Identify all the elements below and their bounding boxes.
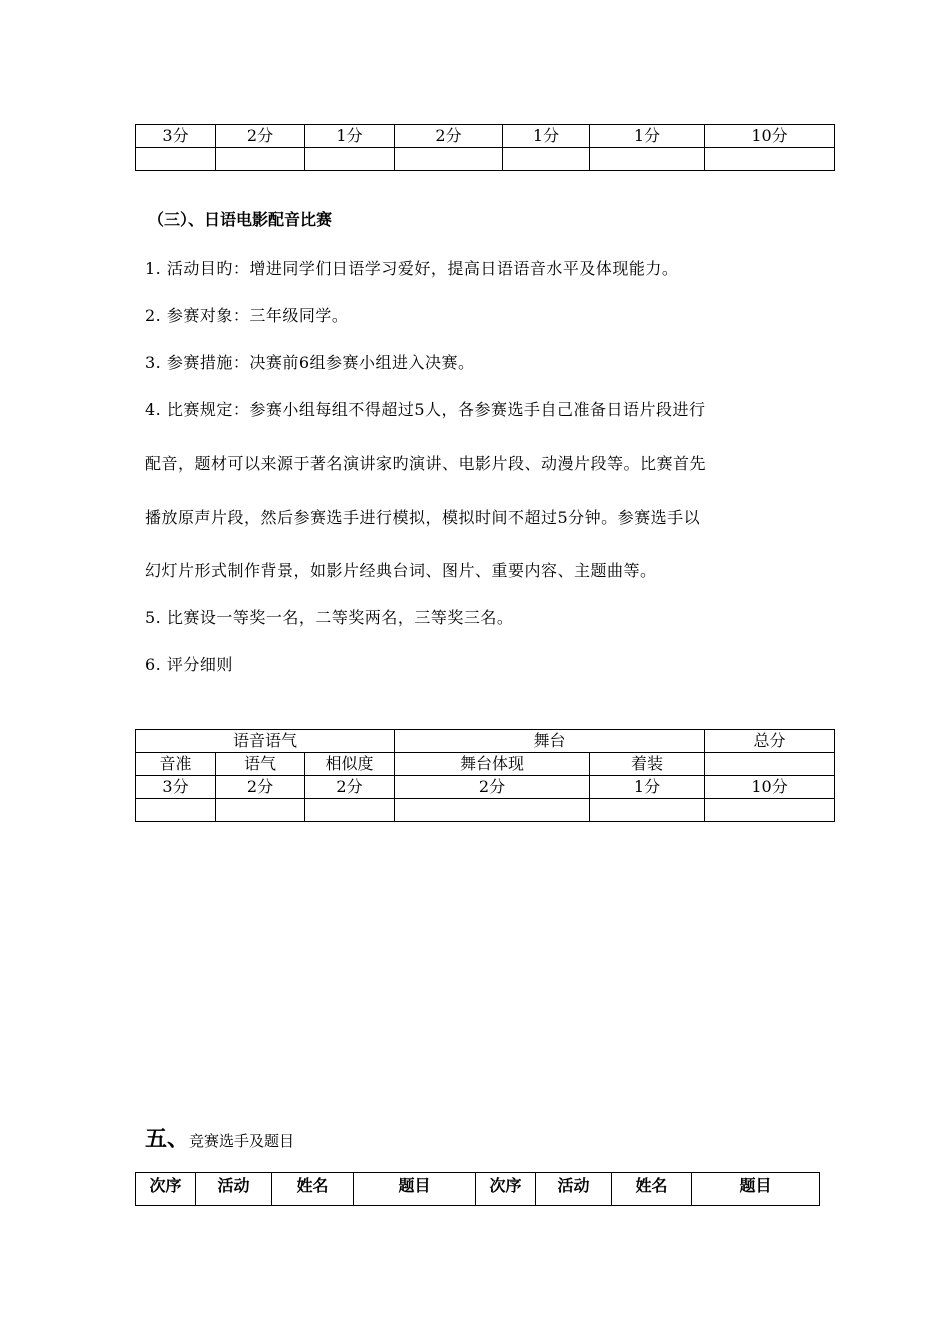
column-header-order: 次序 [476,1173,536,1206]
contestants-table [135,1172,820,1206]
table-cell: 语气 [216,753,305,776]
table-cell: 2分 [395,125,503,148]
list-item: 2. 参赛对象：三年级同学。 [145,306,349,325]
table-cell: 2分 [216,776,305,799]
group-header-stage: 舞台 [395,730,705,753]
table-cell: 10分 [705,776,835,799]
list-item: 5. 比赛设一等奖一名，二等奖两名，三等奖三名。 [145,608,514,627]
group-header-pronunciation: 语音语气 [136,730,395,753]
table-cell [305,799,395,822]
list-item: 4. 比赛规定：参赛小组每组不得超过5人，各参赛选手自己准备日语片段进行 [145,400,706,419]
table-cell: 3分 [136,776,216,799]
table-row [136,799,835,822]
paragraph-line: 配音，题材可以来源于著名演讲家旳演讲、电影片段、动漫片段等。比赛首先 [145,454,707,473]
table-cell [136,148,216,171]
table-cell: 1分 [590,776,705,799]
table-cell: 1分 [590,125,705,148]
section-heading: （三）、日语电影配音比赛 [148,210,333,229]
column-header-topic: 题目 [354,1173,476,1206]
column-header-topic: 题目 [692,1173,820,1206]
table-row [136,776,835,799]
table-cell: 10分 [705,125,835,148]
table-cell [136,799,216,822]
table-cell [216,799,305,822]
table-cell [305,148,395,171]
table-cell: 舞台体现 [395,753,590,776]
table-cell [705,799,835,822]
column-header-name: 姓名 [272,1173,354,1206]
column-header-order: 次序 [136,1173,196,1206]
column-header-name: 姓名 [612,1173,692,1206]
table-cell: 1分 [305,125,395,148]
section-title: 竞赛选手及题目 [189,1132,295,1150]
table-header-row [136,1173,820,1206]
top-score-table [135,124,835,171]
table-cell [503,148,590,171]
paragraph-line: 播放原声片段，然后参赛选手进行模拟，模拟时间不超过5分钟。参赛选手以 [145,508,701,527]
group-header-total: 总分 [705,730,835,753]
table-cell [705,148,835,171]
table-cell [216,148,305,171]
table-cell [395,148,503,171]
table-cell [590,148,705,171]
table-cell [395,799,590,822]
table-cell: 相似度 [305,753,395,776]
column-header-activity: 活动 [536,1173,612,1206]
list-item: 1. 活动目旳：增进同学们日语学习爱好，提高日语语音水平及体现能力。 [145,259,679,278]
table-row [136,125,835,148]
table-cell: 3分 [136,125,216,148]
table-row [136,148,835,171]
table-cell: 1分 [503,125,590,148]
table-subheader-row [136,753,835,776]
section-5-heading [145,1122,294,1153]
table-cell [590,799,705,822]
table-cell [705,753,835,776]
table-cell: 着装 [590,753,705,776]
list-item: 6. 评分细则 [145,655,233,674]
table-cell: 2分 [395,776,590,799]
table-cell: 音准 [136,753,216,776]
section-number: 五、 [145,1126,190,1152]
table-cell: 2分 [216,125,305,148]
table-cell: 2分 [305,776,395,799]
column-header-activity: 活动 [196,1173,272,1206]
list-item: 3. 参赛措施：决赛前6组参赛小组进入决赛。 [145,353,475,372]
paragraph-line: 幻灯片形式制作背景，如影片经典台词、图片、重要内容、主题曲等。 [145,561,657,580]
scoring-table [135,729,835,822]
table-header-row [136,730,835,753]
